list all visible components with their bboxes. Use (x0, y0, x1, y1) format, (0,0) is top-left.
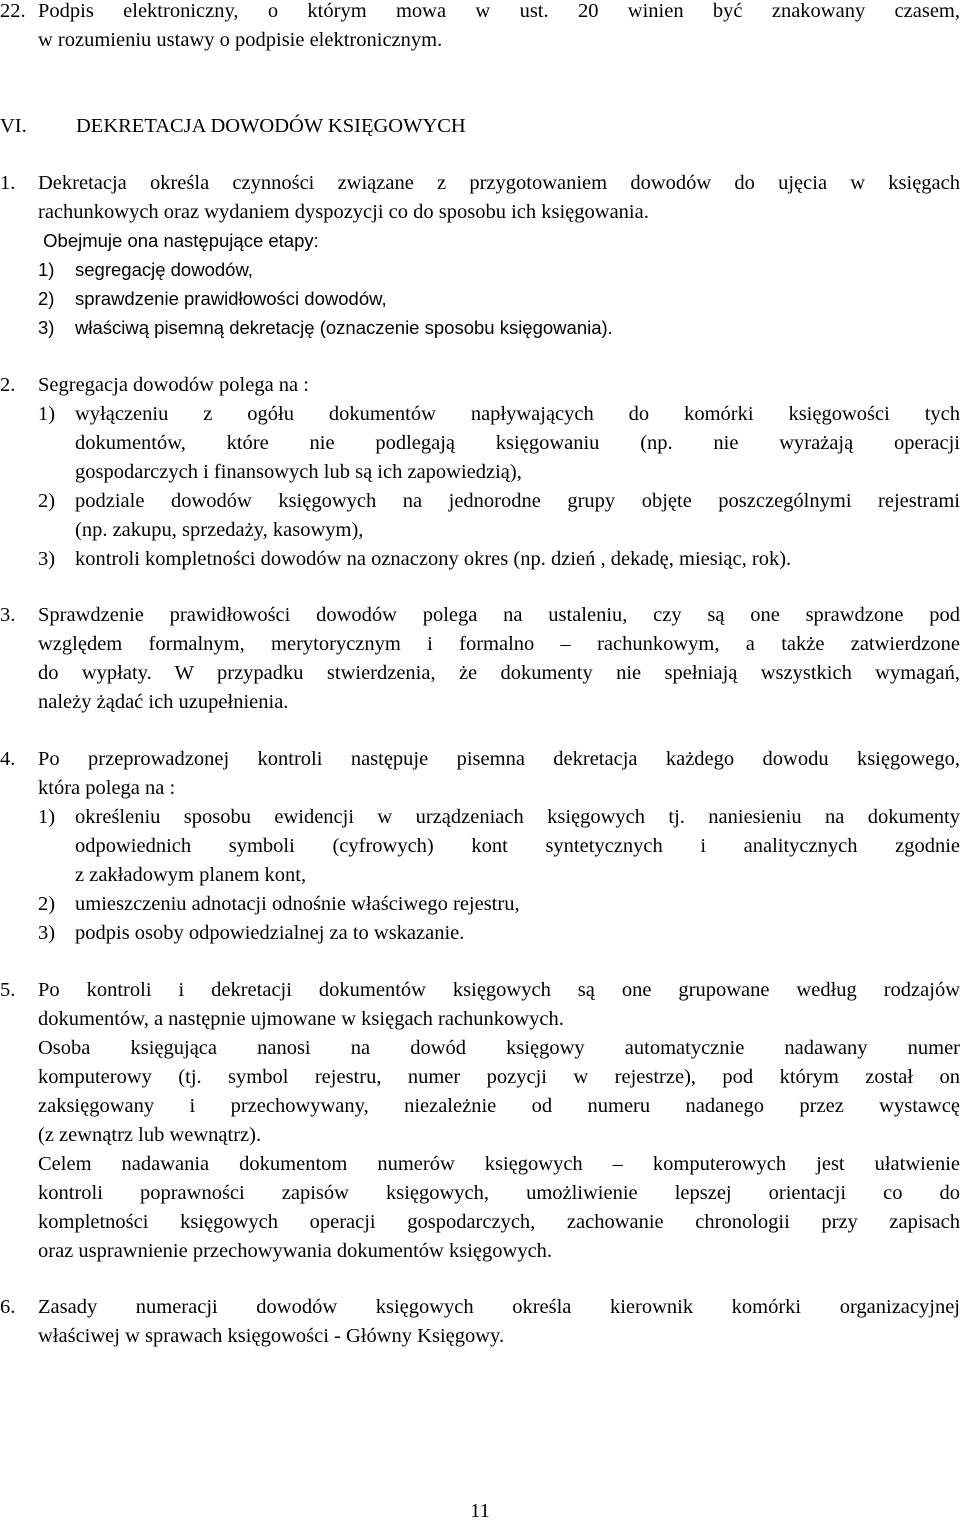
paragraph-line: Segregacja dowodów polega na : (38, 374, 309, 396)
section-title: DEKRETACJA DOWODÓW KSIĘGOWYCH (76, 115, 466, 137)
paragraph-line: oraz usprawnienie przechowywania dokumentów księgowych. (38, 1240, 553, 1262)
list-item-text: (np. zakupu, sprzedaży, kasowym), (75, 519, 364, 541)
list-item-text: segregację dowodów, (75, 259, 253, 280)
list-item-number: 1) (38, 259, 55, 280)
item-number: 3. (0, 604, 16, 626)
list-item-text: gospodarczych i finansowych lub są ich zapowiedzią), (75, 461, 522, 483)
item-number: 2. (0, 374, 16, 396)
paragraph-line: kompletności księgowych operacji gospodarczych, zachowanie chronologii przy zapisach (38, 1211, 960, 1233)
paragraph-line: właściwej w sprawach księgowości - Główny Księgowy. (38, 1325, 505, 1347)
list-item-number: 3) (38, 548, 56, 570)
paragraph-line: Zasady numeracji dowodów księgowych określa kierownik komórki organizacyjnej (38, 1296, 960, 1318)
paragraph-line: Podpis elektroniczny, o którym mowa w ust. 20 winien być znakowany czasem, (38, 0, 960, 22)
list-item-number: 3) (38, 922, 56, 944)
paragraph-line: Po przeprowadzonej kontroli następuje pisemna dekretacja każdego dowodu księgowego, (38, 748, 960, 770)
paragraph-line: Obejmuje ona następujące etapy: (38, 230, 319, 251)
list-item-text: podziale dowodów księgowych na jednorodne grupy objęte poszczególnymi rejestrami (75, 490, 960, 512)
paragraph-line: względem formalnym, merytorycznym i formalno – rachunkowym, a także zatwierdzone (38, 633, 960, 655)
paragraph-line: Dekretacja określa czynności związane z przygotowaniem dowodów do ujęcia w księgach (38, 172, 960, 194)
list-item-text: wyłączeniu z ogółu dokumentów napływających do komórki księgowości tych (75, 403, 960, 425)
item-number: 5. (0, 979, 16, 1001)
paragraph-line: zaksięgowany i przechowywany, niezależnie od numeru nadanego przez wystawcę (38, 1095, 960, 1117)
paragraph-line: Osoba księgująca nanosi na dowód księgowy automatycznie nadawany numer (38, 1037, 960, 1059)
page-number: 11 (470, 1500, 490, 1522)
list-item-number: 2) (38, 490, 56, 512)
paragraph-line: rachunkowych oraz wydaniem dyspozycji co do sposobu ich księgowania. (38, 201, 649, 223)
paragraph-line: kontroli poprawności zapisów księgowych, umożliwienie lepszej orientacji co do (38, 1182, 960, 1204)
paragraph-line: Po kontroli i dekretacji dokumentów księgowych są one grupowane według rodzajów (38, 979, 960, 1001)
list-item-text: określeniu sposobu ewidencji w urządzeniach księgowych tj. naniesieniu na dokumenty (75, 806, 960, 828)
item-number: 4. (0, 748, 16, 770)
list-item-text: dokumentów, które nie podlegają księgowaniu (np. nie wyrażają operacji (75, 432, 960, 454)
item-number: 6. (0, 1296, 16, 1318)
list-item-text: podpis osoby odpowiedzialnej za to wskazanie. (75, 922, 465, 944)
list-item-text: kontroli kompletności dowodów na oznaczony okres (np. dzień , dekadę, miesiąc, rok). (75, 548, 792, 570)
item-number: 22. (0, 0, 26, 22)
section-number: VI. (0, 115, 27, 137)
list-item-text: sprawdzenie prawidłowości dowodów, (75, 288, 387, 309)
list-item-text: odpowiednich symboli (cyfrowych) kont syntetycznych i analitycznych zgodnie (75, 835, 960, 857)
list-item-text: z zakładowym planem kont, (75, 864, 307, 886)
paragraph-line: komputerowy (tj. symbol rejestru, numer pozycji w rejestrze), pod którym został on (38, 1066, 960, 1088)
paragraph-line: Celem nadawania dokumentom numerów księgowych – komputerowych jest ułatwienie (38, 1153, 960, 1175)
item-number: 1. (0, 172, 16, 194)
paragraph-line: do wypłaty. W przypadku stwierdzenia, że dokumenty nie spełniają wszystkich wymagań, (38, 662, 960, 684)
paragraph-line: dokumentów, a następnie ujmowane w księgach rachunkowych. (38, 1008, 564, 1030)
list-item-number: 3) (38, 317, 55, 338)
paragraph-line: Sprawdzenie prawidłowości dowodów polega na ustaleniu, czy są one sprawdzone pod (38, 604, 960, 626)
list-item-number: 1) (38, 403, 56, 425)
paragraph-line: (z zewnątrz lub wewnątrz). (38, 1124, 262, 1146)
list-item-number: 2) (38, 288, 55, 309)
list-item-text: umieszczeniu adnotacji odnośnie właściwego rejestru, (75, 893, 520, 915)
paragraph-line: która polega na : (38, 777, 176, 799)
list-item-text: właściwą pisemną dekretację (oznaczenie sposobu księgowania). (75, 317, 613, 338)
list-item-number: 2) (38, 893, 56, 915)
list-item-number: 1) (38, 806, 56, 828)
paragraph-line: należy żądać ich uzupełnienia. (38, 691, 289, 713)
paragraph-line: w rozumieniu ustawy o podpisie elektronicznym. (38, 29, 443, 51)
